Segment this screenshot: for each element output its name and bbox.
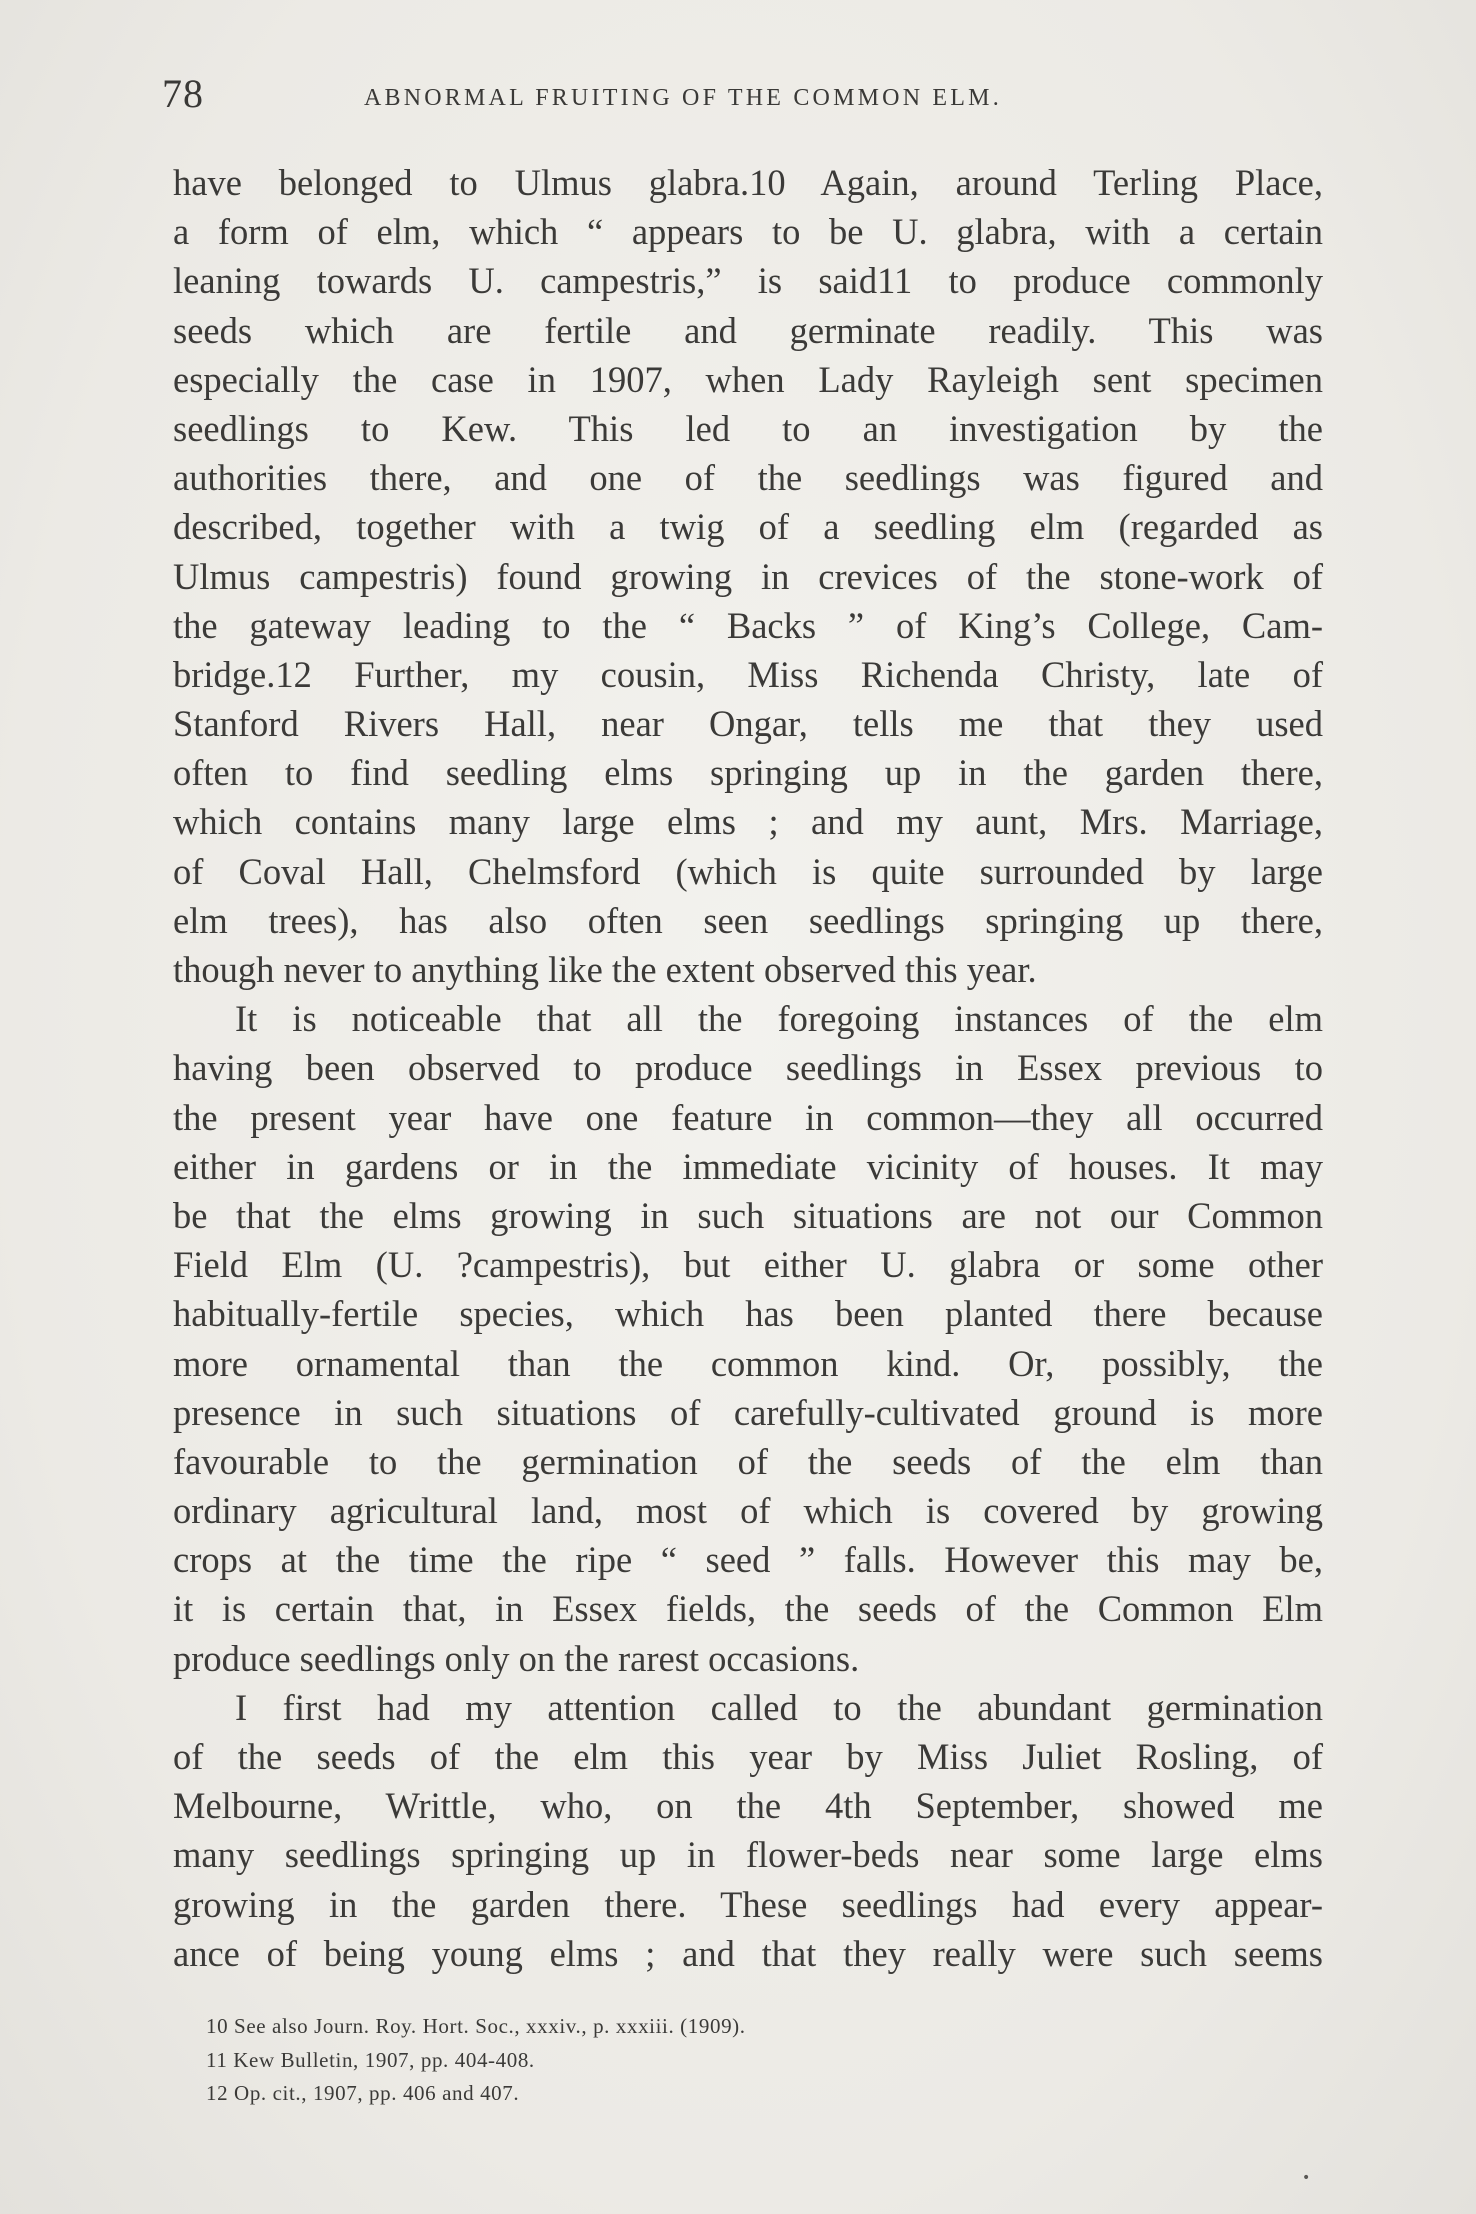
text-line: leaning towards U. campestris,” is said11 to produce commonly [173,260,1323,302]
text-line: presence in such situations of carefully-cultivated ground is more [173,1391,1323,1433]
text-line: the present year have one feature in common—they all occurred [173,1096,1323,1138]
text-line: crops at the time the ripe “ seed ” falls. However this may be, [173,1539,1323,1581]
text-line: habitually-fertile species, which has been planted there because [173,1293,1323,1335]
text-line: especially the case in 1907, when Lady Rayleigh sent specimen [173,358,1323,400]
page-header [162,70,1322,130]
footnotes [206,2010,746,2111]
text-line: of Coval Hall, Chelmsford (which is quite surrounded by large [173,850,1323,892]
text-line: Ulmus campestris) found growing in crevices of the stone-work of [173,555,1323,597]
text-line: more ornamental than the common kind. Or, possibly, the [173,1342,1323,1384]
text-line: many seedlings springing up in flower-beds near some large elms [173,1834,1323,1876]
text-line: Melbourne, Writtle, who, on the 4th September, showed me [173,1785,1323,1827]
text-line: Stanford Rivers Hall, near Ongar, tells me that they used [173,703,1323,745]
text-line: bridge.12 Further, my cousin, Miss Richenda Christy, late of [173,653,1323,695]
text-line: Field Elm (U. ?campestris), but either U. glabra or some other [173,1244,1323,1286]
text-line: elm trees), has also often seen seedlings springing up there, [173,899,1323,941]
text-line: seeds which are fertile and germinate readily. This was [173,309,1323,351]
footnote: 10 See also Journ. Roy. Hort. Soc., xxxiv., p. xxxiii. (1909). [206,2014,746,2038]
text-line: authorities there, and one of the seedlings was figured and [173,457,1323,499]
running-title: ABNORMAL FRUITING OF THE COMMON ELM. [364,85,1002,111]
footnote: 11 Kew Bulletin, 1907, pp. 404-408. [206,2047,535,2072]
text-line: it is certain that, in Essex fields, the seeds of the Common Elm [173,1588,1323,1630]
scan-speck: • [1302,2170,1311,2186]
text-line: ordinary agricultural land, most of which is covered by growing [173,1490,1323,1532]
text-line: a form of elm, which “ appears to be U. glabra, with a certain [173,211,1323,253]
text-line: the gateway leading to the “ Backs ” of King’s College, Cam- [173,604,1323,646]
text-line: either in gardens or in the immediate vicinity of houses. It may [173,1145,1323,1187]
text-line: growing in the garden there. These seedlings had every appear- [173,1883,1323,1925]
text-line: favourable to the germination of the seeds of the elm than [173,1440,1323,1482]
text-line: ance of being young elms ; and that they really were such seems [173,1932,1323,1974]
text-line: be that the elms growing in such situations are not our Common [173,1194,1323,1236]
page-number: 78 [162,71,204,116]
text-line: have belonged to Ulmus glabra.10 Again, around Terling Place, [173,162,1323,203]
paragraph-3 [173,1683,1323,1978]
text-line: I first had my attention called to the abundant germination [235,1686,1323,1728]
text-line: which contains many large elms ; and my aunt, Mrs. Marriage, [173,801,1323,843]
text-line: of the seeds of the elm this year by Miss Juliet Rosling, of [173,1736,1323,1777]
text-line: having been observed to produce seedlings in Essex previous to [173,1047,1323,1089]
paragraph-2 [173,994,1323,1683]
text-line: though never to anything like the extent observed this year. [173,949,1037,990]
text-line: seedlings to Kew. This led to an investigation by the [173,407,1323,449]
text-line: It is noticeable that all the foregoing instances of the elm [235,998,1323,1040]
body-text [173,158,1323,1978]
text-line: produce seedlings only on the rarest occasions. [173,1637,860,1679]
text-line: described, together with a twig of a seedling elm (regarded as [173,506,1323,548]
paragraph-1 [173,158,1323,994]
text-line: often to find seedling elms springing up in the garden there, [173,752,1323,794]
footnote: 12 Op. cit., 1907, pp. 406 and 407. [206,2081,520,2105]
